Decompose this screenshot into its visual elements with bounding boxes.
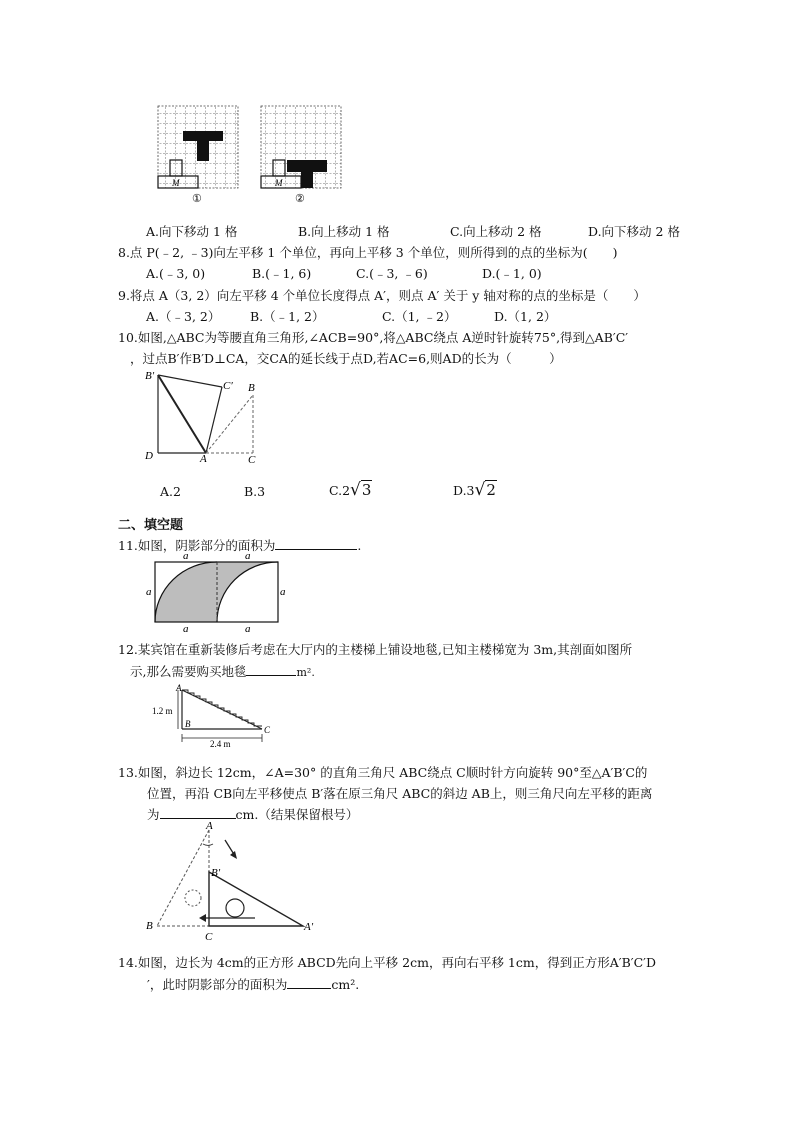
q10-label-Bp: B′	[145, 370, 155, 382]
q11-label-a-bot2: a	[245, 623, 251, 635]
q11-stem-end: .	[357, 538, 362, 553]
q13-stem-line1: 13.如图，斜边长 12cm，∠A=30° 的直角三角尺 ABC绕点 C顺时针方向旋转 90°至△A′B′C的	[118, 765, 648, 780]
q11-answer-blank[interactable]	[275, 537, 357, 550]
q10-label-Cp: C′	[223, 380, 233, 392]
q13-stem-pre: 为	[147, 807, 160, 822]
q11-label-a-left: a	[146, 586, 152, 598]
q9-option-c[interactable]: C.（1, ﹣2）	[382, 309, 457, 324]
q9-option-b[interactable]: B.（﹣1, 2）	[250, 309, 325, 324]
q12-label-width: 2.4 m	[210, 739, 231, 749]
q7-figure	[155, 103, 345, 205]
q10-option-b[interactable]: B.3	[244, 484, 266, 499]
sqrt-icon: √	[474, 480, 486, 500]
q10-option-d-radicand: 2	[486, 481, 496, 499]
q11-label-a-top2: a	[245, 550, 251, 562]
q8-option-b[interactable]: B.(﹣1, 6)	[252, 266, 312, 281]
q8-option-d[interactable]: D.(﹣1, 0)	[482, 266, 542, 281]
fig7-m1: M	[172, 178, 180, 188]
q11-stem-text: 11.如图，阴影部分的面积为	[118, 538, 276, 553]
q12-stem-text: 示,那么需要购买地毯	[130, 664, 247, 679]
q11-figure	[143, 550, 286, 635]
q12-figure	[150, 684, 275, 752]
q13-label-Ap: A′	[304, 921, 314, 933]
section-heading-fill-in: 二、填空题	[118, 518, 184, 533]
q10-option-c-radicand: 3	[361, 481, 372, 499]
q9-option-d[interactable]: D.（1, 2）	[494, 309, 557, 324]
q7-option-c[interactable]: C.向上移动 2 格	[450, 224, 542, 239]
q12-label-B: B	[185, 719, 191, 729]
q13-label-A: A	[206, 820, 213, 832]
q10-label-B: B	[248, 382, 255, 394]
q12-label-height: 1.2 m	[152, 706, 173, 716]
q7-option-d[interactable]: D.向下移动 2 格	[588, 224, 680, 239]
q12-label-C: C	[264, 725, 271, 735]
q13-stem-line3	[147, 805, 358, 823]
q13-answer-blank[interactable]	[160, 806, 236, 819]
q13-figure	[143, 822, 323, 944]
q12-label-A: A	[176, 683, 182, 693]
q7-option-a[interactable]: A.向下移动 1 格	[146, 224, 238, 239]
q13-label-B: B	[146, 920, 153, 932]
q10-label-C: C	[248, 454, 256, 466]
q14-answer-blank[interactable]	[287, 976, 331, 989]
q14-stem-line2	[147, 975, 359, 993]
q13-label-Bp: B′	[211, 867, 221, 879]
q12-answer-blank[interactable]	[246, 663, 296, 676]
grid-1	[158, 106, 238, 205]
q13-stem-post: cm.（结果保留根号）	[235, 807, 359, 822]
q14-unit: cm².	[331, 977, 360, 992]
sqrt-icon: √	[350, 480, 361, 500]
fig7-label1: ①	[192, 193, 202, 205]
q10-stem-line1: 10.如图,△ABC为等腰直角三角形,∠ACB=90°,将△ABC绕点 A逆时针旋转75°,得到△AB′C′	[118, 330, 629, 345]
q14-stem-line1: 14.如图，边长为 4cm的正方形 ABCD先向上平移 2cm，再向右平移 1cm，得到正方形A′B′C′D	[118, 955, 657, 970]
q11-label-a-top1: a	[183, 550, 189, 562]
q10-option-c[interactable]	[329, 480, 372, 500]
q13-stem-line2: 位置，再沿 CB向左平移使点 B′落在原三角尺 ABC的斜边 AB上，则三角尺向左平移的距离	[147, 786, 653, 801]
q13-label-C: C	[205, 931, 213, 943]
q9-stem: 9.将点 A（3, 2）向左平移 4 个单位长度得点 A′，则点 A′ 关于 y 轴对称的点的坐标是（ ）	[118, 288, 646, 303]
q8-option-a[interactable]: A.(﹣3, 0)	[146, 266, 206, 281]
q10-label-A: A	[200, 453, 207, 465]
q7-option-b[interactable]: B.向上移动 1 格	[298, 224, 390, 239]
q9-option-a[interactable]: A.（﹣3, 2）	[146, 309, 221, 324]
q12-stem-line2	[130, 662, 315, 680]
q14-stem-text: ′，此时阴影部分的面积为	[147, 977, 288, 992]
q10-option-d-text: D.3	[453, 483, 475, 498]
q10-figure	[140, 365, 270, 465]
q10-option-c-text: C.2	[329, 483, 351, 498]
q10-stem-line2: ，过点B′作B′D⊥CA，交CA的延长线于点D,若AC=6,则AD的长为（ ）	[130, 351, 562, 366]
q10-label-D: D	[145, 450, 153, 462]
q8-stem: 8.点 P(﹣2, ﹣3)向左平移 1 个单位，再向上平移 3 个单位，则所得到的点的坐标为( )	[118, 245, 618, 260]
grid-2	[261, 106, 341, 205]
fig7-label2: ②	[295, 193, 305, 205]
q10-option-a[interactable]: A.2	[160, 484, 181, 499]
fig7-m2: M	[275, 178, 283, 188]
q8-option-c[interactable]: C.(﹣3, ﹣6)	[356, 266, 428, 281]
q11-label-a-right: a	[280, 586, 286, 598]
q12-stem-line1: 12.某宾馆在重新装修后考虑在大厅内的主楼梯上铺设地毯,已知主楼梯宽为 3m,其剖面如图所	[118, 642, 633, 657]
q11-label-a-bot1: a	[183, 623, 189, 635]
q12-unit: m².	[296, 666, 315, 679]
q10-option-d[interactable]	[453, 480, 497, 500]
